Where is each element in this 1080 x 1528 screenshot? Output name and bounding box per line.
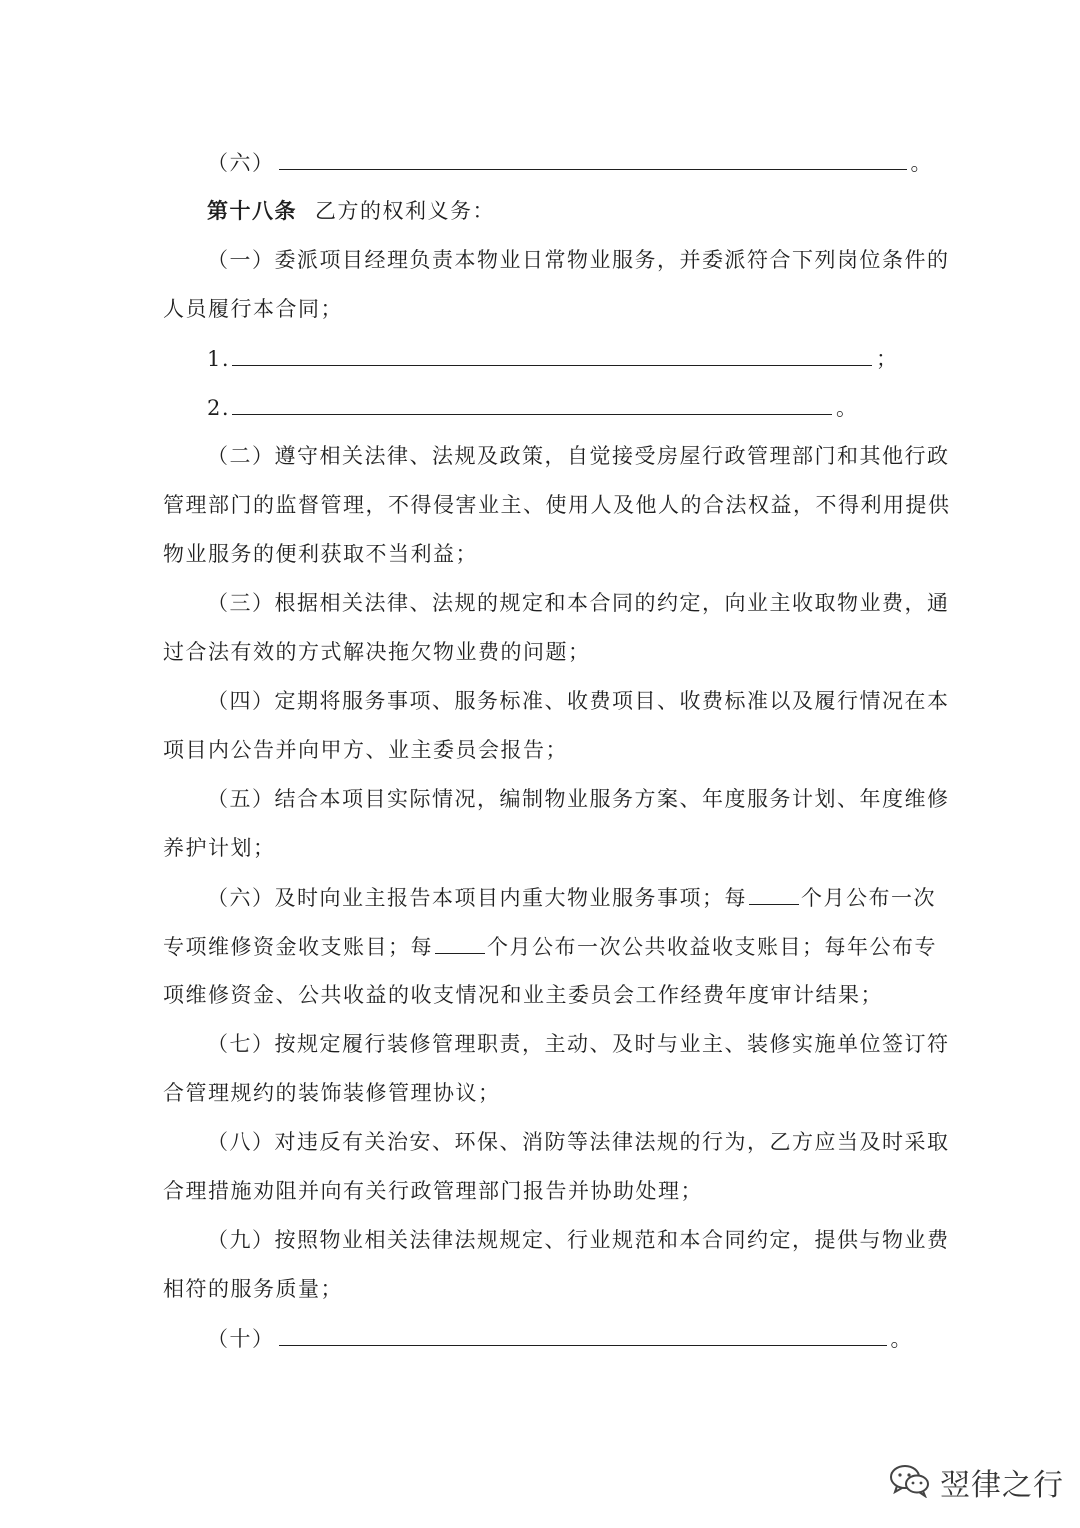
item-ten-blank [207, 1323, 967, 1354]
item-six-line1 [207, 882, 967, 913]
item-label: 1. [207, 347, 231, 371]
punctuation: 。 [890, 1327, 913, 1351]
item-six-blank [207, 147, 967, 178]
punctuation: 。 [910, 151, 933, 175]
sub-item-1 [207, 343, 967, 374]
fill-in-blank [232, 392, 832, 415]
fill-in-blank [435, 931, 485, 954]
item-five-line1: （五）结合本项目实际情况，编制物业服务方案、年度服务计划、年度维修 [207, 787, 950, 811]
text-segment: （六）及时向业主报告本项目内重大物业服务事项；每 [207, 886, 747, 910]
text-segment: 专项维修资金收支账目；每 [163, 935, 433, 959]
item-seven-line1: （七）按规定履行装修管理职责，主动、及时与业主、装修实施单位签订符 [207, 1032, 950, 1056]
item-one-line2: 人员履行本合同； [163, 297, 343, 321]
item-eight-line2: 合理措施劝阻并向有关行政管理部门报告并协助处理； [163, 1179, 703, 1203]
fill-in-blank [279, 1323, 887, 1346]
sub-item-2 [207, 392, 967, 423]
fill-in-blank [232, 343, 872, 366]
item-three-line1: （三）根据相关法律、法规的规定和本合同的约定，向业主收取物业费，通 [207, 591, 950, 615]
item-label: （六） [207, 151, 275, 175]
item-four-line2: 项目内公告并向甲方、业主委员会报告； [163, 738, 568, 762]
item-three-line2: 过合法有效的方式解决拖欠物业费的问题； [163, 640, 591, 664]
watermark [888, 1457, 1064, 1507]
article-title: 乙方的权利义务： [315, 199, 495, 223]
watermark-text: 翌律之行 [940, 1468, 1064, 1503]
item-two-line3: 物业服务的便利获取不当利益； [163, 542, 478, 566]
article-number: 第十八条 [207, 198, 297, 223]
punctuation: ； [876, 347, 899, 371]
item-one-line1: （一）委派项目经理负责本物业日常物业服务，并委派符合下列岗位条件的 [207, 248, 950, 272]
item-five-line2: 养护计划； [163, 836, 276, 860]
text-segment: 个月公布一次 [801, 886, 936, 910]
item-label: 2. [207, 396, 231, 420]
wechat-icon [888, 1462, 932, 1502]
item-two-line1: （二）遵守相关法律、法规及政策，自觉接受房屋行政管理部门和其他行政 [207, 444, 950, 468]
fill-in-blank [279, 147, 907, 170]
item-two-line2: 管理部门的监督管理，不得侵害业主、使用人及他人的合法权益，不得利用提供 [163, 493, 951, 517]
item-nine-line1: （九）按照物业相关法律法规规定、行业规范和本合同约定，提供与物业费 [207, 1228, 950, 1252]
item-label: （十） [207, 1327, 275, 1351]
item-seven-line2: 合管理规约的装饰装修管理协议； [163, 1081, 501, 1105]
item-nine-line2: 相符的服务质量； [163, 1277, 343, 1301]
text-segment: 个月公布一次公共收益收支账目；每年公布专 [487, 935, 937, 959]
item-six-line3: 项维修资金、公共收益的收支情况和业主委员会工作经费年度审计结果； [163, 983, 883, 1007]
item-four-line1: （四）定期将服务事项、服务标准、收费项目、收费标准以及履行情况在本 [207, 689, 950, 713]
fill-in-blank [749, 882, 799, 905]
item-eight-line1: （八）对违反有关治安、环保、消防等法律法规的行为，乙方应当及时采取 [207, 1130, 950, 1154]
item-six-line2 [163, 931, 937, 962]
article-heading [207, 196, 967, 226]
punctuation: 。 [836, 396, 859, 420]
